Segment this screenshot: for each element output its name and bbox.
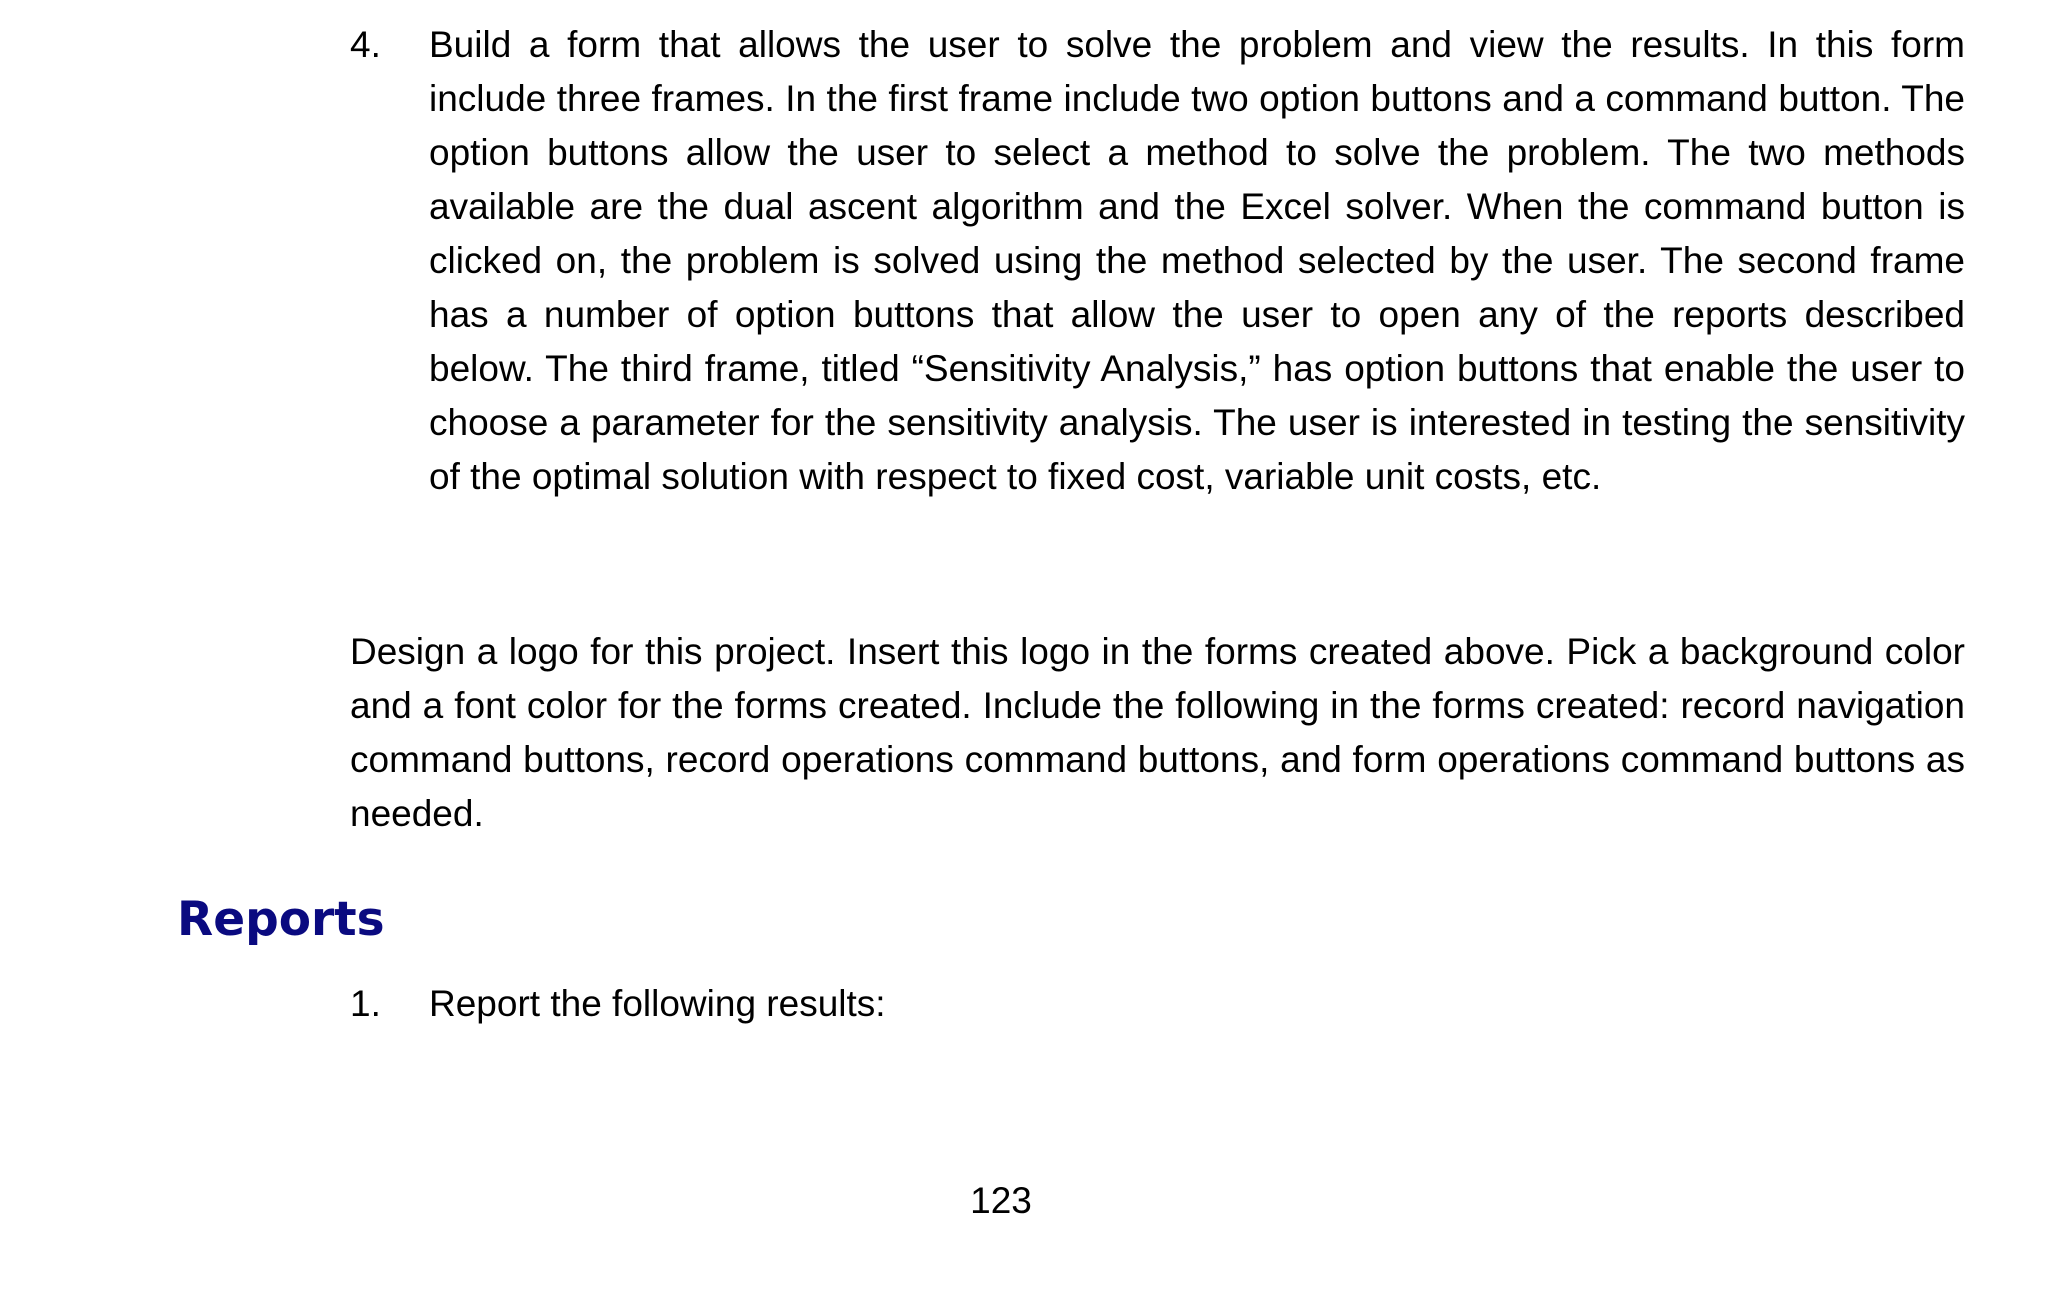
- list-item-text: Report the following results:: [429, 983, 886, 1024]
- list-item-1: [350, 977, 1965, 1031]
- list-item-text: Build a form that allows the user to solve the problem and view the results. In this form include three frames. In the first frame include two option buttons and a command button. The option buttons allow the user to select a method to solve the problem. The two methods available are the dual ascent algorithm and the Excel solver. When the command button is clicked on, the problem is solved using the method selected by the user. The second frame has a number of option buttons that allow the user to open any of the reports described below. The third frame, titled “Sensitivity Analysis,” has option buttons that enable the user to choose a parameter for the sensitivity analysis. The user is interested in testing the sensitivity of the optimal solution with respect to fixed cost, variable unit costs, etc.: [429, 24, 1965, 497]
- list-item-number: 1.: [350, 983, 381, 1024]
- list-item-number: 4.: [350, 24, 381, 65]
- list-item-4: [350, 18, 1965, 504]
- body-paragraph: Design a logo for this project. Insert this logo in the forms created above. Pick a background color and a font color for the forms created. Include the following in the forms created: record navigation command buttons, record operations command buttons, and form operations command buttons as needed.: [350, 631, 1965, 834]
- section-heading-reports: Reports: [177, 892, 385, 947]
- page-number: 123: [970, 1180, 1032, 1221]
